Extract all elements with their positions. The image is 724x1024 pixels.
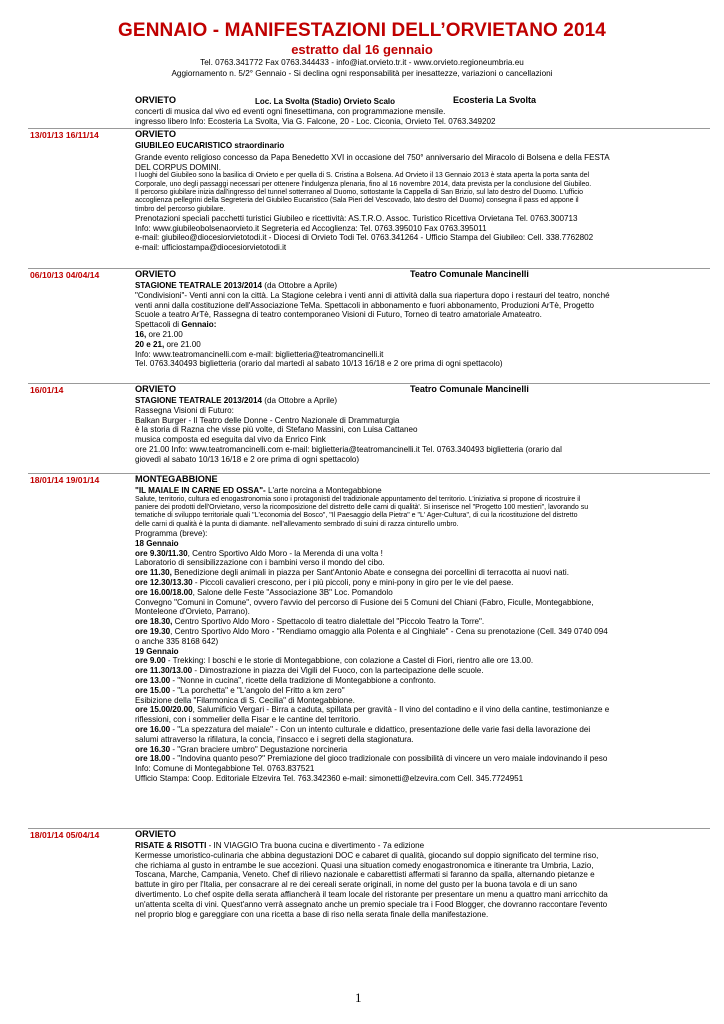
event-text: - "Nonne in cucina", ricette della tradizione di Montegabbione a confronto. (170, 675, 436, 685)
event-text: , Salone delle Feste "Associazione 3B" Loc. Pomandolo (192, 587, 393, 597)
event-text: - "Gran braciere umbro" Degustazione norcineria (170, 744, 348, 754)
event-month: Gennaio: (181, 320, 217, 330)
event-day: 16, (135, 329, 147, 339)
event-text: , Salumificio Vergari - Birra a caduta, spillata per gravità - Il vino del contadino e il vino della cantine, testimonianze e (192, 705, 610, 715)
page-number: 1 (355, 990, 362, 1005)
event-small-text: Il percorso giubilare inizia dall'ingresso del tunnel sotterraneo al Duomo, sottostante la Cappella di San Brizio, sul lato destro del Duomo. L'ufficio (135, 188, 584, 196)
event-venue: Ecosteria La Svolta (453, 95, 537, 105)
event-text: Kermesse umoristico-culinaria che abbina degustazioni DOC e cabaret di qualità, giocando sul doppio significato del termine riso, (135, 850, 599, 860)
event-text: divertimento. Lo chef ospite della serata affiancherà il team locale del ristorante per presentare un menu a quattro mani arricchito da (135, 889, 608, 899)
event-text: Ufficio Stampa: Coop. Editoriale Elzevira Tel. 763.342360 e-mail: simonetti@elzevira.com Cell. 345.7724951 (135, 773, 524, 783)
divider (28, 268, 710, 269)
event-text: giovedì al sabato 10/13 16/18 e 2 ore prima di ogni spettacolo) (135, 454, 360, 464)
event-period: (da Ottobre a Aprile) (262, 281, 338, 290)
event-time: ore 9.00 (135, 656, 166, 666)
event-text: che richiama al gusto in entrambe le sue accezioni. Quasi una situation comedy enogastronomica e itinerante tra Umbria, Lazio, (135, 860, 594, 870)
event-text: musica composta ed eseguita dal vivo da Enrico Fink (135, 435, 326, 445)
event-time: ore 11.30, (135, 568, 172, 578)
event-small-text: accoglienza pellegrini della Segreteria del Giubileo Eucaristico (Sala Pieri del Vescovado, lato destro del Duomo) consegna il pass ed appone il (135, 197, 579, 205)
event-text: Rassegna Visioni di Futuro: (135, 405, 234, 415)
event-risate-risotti (135, 830, 710, 919)
event-text: Laboratorio di sensibilizzazione con i bambini verso il mondo del cibo. (135, 558, 385, 568)
event-small-text: Corporale, uno degli passaggi necessari per ottenere l'indulgenza plenaria, fino al 16 novembre 2014, data prevista per la conclusione del Giubileo. (135, 180, 592, 188)
event-text: concerti di musica dal vivo ed eventi ogni finesettimana, con programmazione mensile. (135, 107, 446, 116)
event-text: ingresso libero Info: Ecosteria La Svolta, Via G. Falcone, 20 - Loc. Ciconia, Orvieto Tel. 0763.349202 (135, 116, 496, 126)
event-text: DEL CORPUS DOMINI. (135, 162, 222, 172)
event-text: riflessioni, con i sommelier della Fisar e le cantine del territorio. (135, 715, 361, 725)
event-text: Centro Sportivo Aldo Moro - Spettacolo di teatro dialettale del "Piccolo Teatro la Torre". (172, 617, 485, 627)
event-text: battute in giro per l'Italia, per consacrare al re dei cereali serate originali, in nome del gusto per la buona tavola e di un sano (135, 880, 578, 890)
event-time: ore 9.30/11.30 (135, 548, 188, 558)
event-text: o anche 335 8168 642) (135, 636, 219, 646)
event-text: - Dimostrazione in piazza dei Vigili del Fuoco, con la partecipazione delle scuole. (192, 666, 484, 676)
event-text: , Centro Sportivo Aldo Moro - "Rendiamo omaggio alla Polenta e al Cinghiale" - Cena su prenotazione (Cell. 349 0740 094 (170, 626, 608, 636)
event-small-text: tematiche di sviluppo territoriale quali "L'economia del Bosco", "Il Paesaggio della Pietra" e "L' Ager-Cultura", di cui la ricostituzione del distretto (135, 512, 578, 520)
event-time: ore 21.00 (146, 329, 183, 339)
event-subtitle-rest: - IN VIAGGIO Tra buona cucina e divertimento - 7a edizione (206, 841, 425, 850)
event-text: - "La porchetta" e "L'angolo del Fritto a km zero" (170, 685, 345, 695)
event-stagione-teatrale (135, 270, 710, 369)
event-text: salumi attraverso la rifilatura, la concia, l'insacco e i segreti della stagionatura. (135, 734, 414, 744)
page-subtitle: estratto dal 16 gennaio (291, 42, 433, 57)
event-maiale (135, 475, 710, 784)
event-text: - Trekking: I boschi e le storie di Montegabbione, con colazione a Castel di Fiori, rientro alle ore 13.00. (165, 656, 534, 666)
event-time: ore 19.30 (135, 626, 171, 636)
event-dates: 18/01/14 05/04/14 (30, 830, 100, 840)
divider (28, 828, 710, 829)
event-text: e-mail: giubileo@diocesiorvietotodi.it - Diocesi di Orvieto Todi Tel. 0763.341264 - Ufficio Stampa del Giubileo: Cell. 338.7762802 (135, 233, 594, 243)
event-subtitle: STAGIONE TEATRALE 2013/2014 (135, 281, 262, 290)
event-time: ore 12.30/13.30 (135, 577, 193, 587)
event-place: ORVIETO (135, 95, 177, 105)
page-title: GENNAIO - MANIFESTAZIONI DELL’ORVIETANO 2014 (118, 20, 606, 41)
event-place: ORVIETO (135, 829, 177, 839)
event-venue: Teatro Comunale Mancinelli (410, 269, 529, 279)
event-day: 19 Gennaio (135, 646, 179, 656)
event-text: "Condivisioni"- Venti anni con la città. La Stagione celebra i venti anni di attività dalla sua riapertura dopo i restauri del teatro, nonché (135, 290, 610, 300)
event-text: Spettacoli di (135, 320, 182, 330)
event-text: , Centro Sportivo Aldo Moro - la Merenda di una volta ! (187, 548, 383, 558)
event-ecosteria (135, 96, 710, 127)
event-text: - Piccoli cavalieri crescono, per i più piccoli, pony e mini-pony in giro per le vie del paese. (192, 577, 514, 587)
event-dates: 13/01/13 16/11/14 (30, 130, 99, 140)
event-text: Benedizione degli animali in piazza per Sant'Antonio Abate e consegna dei porcellini di terracotta ai nuovi nati. (171, 568, 569, 578)
event-small-text: Salute, territorio, cultura ed enogastronomia sono i protagonisti del tradizionale appuntamento del territorio. L'iniziativa si propone di ricostruire il (135, 495, 581, 503)
contact-line: Tel. 0763.341772 Fax 0763.344433 - info@iat.orvieto.tr.it - www.orvieto.regioneumbria.eu (200, 58, 524, 67)
event-period: (da Ottobre a Aprile) (262, 396, 338, 405)
event-subtitle-rest: L'arte norcina a Montegabbione (265, 486, 382, 495)
event-venue: Teatro Comunale Mancinelli (410, 384, 529, 394)
event-subtitle: STAGIONE TEATRALE 2013/2014 (135, 396, 262, 405)
event-text: Info: Comune di Montegabbione Tel. 0763.837521 (135, 764, 315, 774)
event-text: venti anni dalla costituzione dell'Associazione TeMa. Spettacoli in abbonamento e fuori abbonamento, Produzioni ArTè, Progetto (135, 300, 594, 310)
event-text: Toscana, Marche, Campania, Veneto. Chef di rilievo nazionale e cabarettisti affermati si faranno da spalla, alternando pietanze e (135, 870, 595, 880)
event-place: ORVIETO (135, 269, 177, 279)
event-dates: 16/01/14 (30, 385, 64, 395)
event-time: ore 15.00/20.00 (135, 705, 193, 715)
event-time: ore 21.00 (164, 339, 201, 349)
event-subtitle: "IL MAIALE IN CARNE ED OSSA"- (135, 486, 266, 495)
event-time: ore 11.30/13.00 (135, 666, 193, 676)
event-text: nel proprio blog e gareggiare con una ricetta a base di riso nella serata finale della manifestazione. (135, 909, 489, 919)
event-time: ore 16.00/18.00 (135, 587, 193, 597)
event-time: ore 16.00 (135, 724, 171, 734)
event-time: ore 18.30, (135, 617, 173, 627)
update-line: Aggiornamento n. 5/2° Gennaio - Si declina ogni responsabilità per inesattezze, variazioni o cancellazioni (171, 69, 553, 78)
event-text: un'attenta scelta di vini. Quest'anno verrà assegnato anche un premio speciale tra i Food Blogger, che dovranno raccontare l'evento (135, 899, 608, 909)
event-day: 18 Gennaio (135, 538, 179, 548)
event-giubileo (135, 130, 710, 253)
event-place: ORVIETO (135, 129, 177, 139)
event-text: Convegno "Comuni in Comune", ovvero l'avvio del percorso di Fusione dei 5 Comuni del Chiani (Fabro, Ficulle, Montegabbione, (135, 597, 594, 607)
event-small-text: timbro del percorso giubilare. (135, 205, 226, 213)
event-text: Monteleone d'Orvieto, Parrano). (135, 607, 250, 617)
event-text: Balkan Burger - Il Teatro delle Donne - Centro Nazionale di Drammaturgia (135, 415, 400, 425)
event-text: - "La spezzatura del maiale" - Con un intento culturale e didattico, presentazione delle varie fasi della lavorazione dei (170, 724, 591, 734)
event-text: Tel. 0763.340493 biglietteria (orario dal martedì al sabato 10/13 16/18 e 2 ore prima di ogni spettacolo) (135, 359, 503, 369)
event-small-text: I luoghi del Giubileo sono la basilica di Orvieto e per quella di S. Cristina a Bolsena. Ad Orvieto il 13 Gennaio 2013 è stata aperta la porta santa del (135, 172, 590, 180)
event-text: è la storia di Razna che visse più volte, di Stefano Massini, con Luisa Cattaneo (135, 425, 418, 435)
divider (28, 128, 710, 129)
event-text: e-mail: ufficiostampa@diocesiorvietotodi.it (135, 243, 287, 253)
event-dates: 06/10/13 04/04/14 (30, 270, 100, 280)
event-text: Prenotazioni speciali pacchetti turistici Giubileo e ricettività: AS.T.R.O. Assoc. Turistico Ricettiva Orvietana Tel. 0763.300713 (135, 213, 578, 223)
event-text: Info: www.giubileobolsenaorvieto.it Segreteria ed Accoglienza: Tel. 0763.395010 Fax 0763.395011 (135, 223, 487, 233)
divider (28, 473, 710, 474)
event-visioni-di-futuro (135, 385, 710, 465)
event-text: Info: www.teatromancinelli.com e-mail: biglietteria@teatromancinelli.it (135, 349, 384, 359)
event-text: - "Indovina quanto peso?" Premiazione del gioco tradizionale con possibilità di vincere un vero maiale indovinando il peso (170, 754, 608, 764)
event-text: Scuole a teatro ArTè, Rassegna di teatro contemporaneo Visioni di Futuro, Torneo di teatro amatoriale Amateatro. (135, 310, 542, 320)
event-location: Loc. La Svolta (Stadio) Orvieto Scalo (255, 97, 396, 106)
event-small-text: delle carni di qualità è la punta di diamante. nell'allevamento sembrado di suini di razza cinturello umbro. (135, 520, 459, 528)
divider (28, 383, 710, 384)
event-time: ore 15.00 (135, 685, 171, 695)
event-place: ORVIETO (135, 384, 177, 394)
event-place: MONTEGABBIONE (135, 474, 218, 484)
event-text: ore 21.00 Info: www.teatromancinelli.com e-mail: biglietteria@teatromancinelli.it Tel. 0763.340493 biglietteria (orario dal (135, 444, 562, 454)
event-time: ore 13.00 (135, 675, 171, 685)
event-subtitle: RISATE & RISOTTI (135, 841, 207, 850)
event-time: ore 18.00 (135, 754, 171, 764)
event-text: Programma (breve): (135, 528, 208, 538)
event-text: Grande evento religioso concesso da Papa Benedetto XVI in occasione del 750° anniversario del Miracolo di Bolsena e della FESTA (135, 152, 610, 162)
event-dates: 18/01/14 19/01/14 (30, 475, 100, 485)
event-time: ore 16.30 (135, 744, 171, 754)
event-subtitle: GIUBILEO EUCARISTICO straordinario (135, 141, 285, 150)
event-day: 20 e 21, (135, 339, 165, 349)
event-small-text: paniere dei prodotti dell'Orvietano, verso la ricomposizione del distretto delle carni di qualità'. Si inserisce nel "Progetto 100 mestieri", lavorando su (135, 504, 589, 512)
event-text: Esibizione della "Filarmonica di S. Cecilia" di Montegabbione. (135, 695, 355, 705)
